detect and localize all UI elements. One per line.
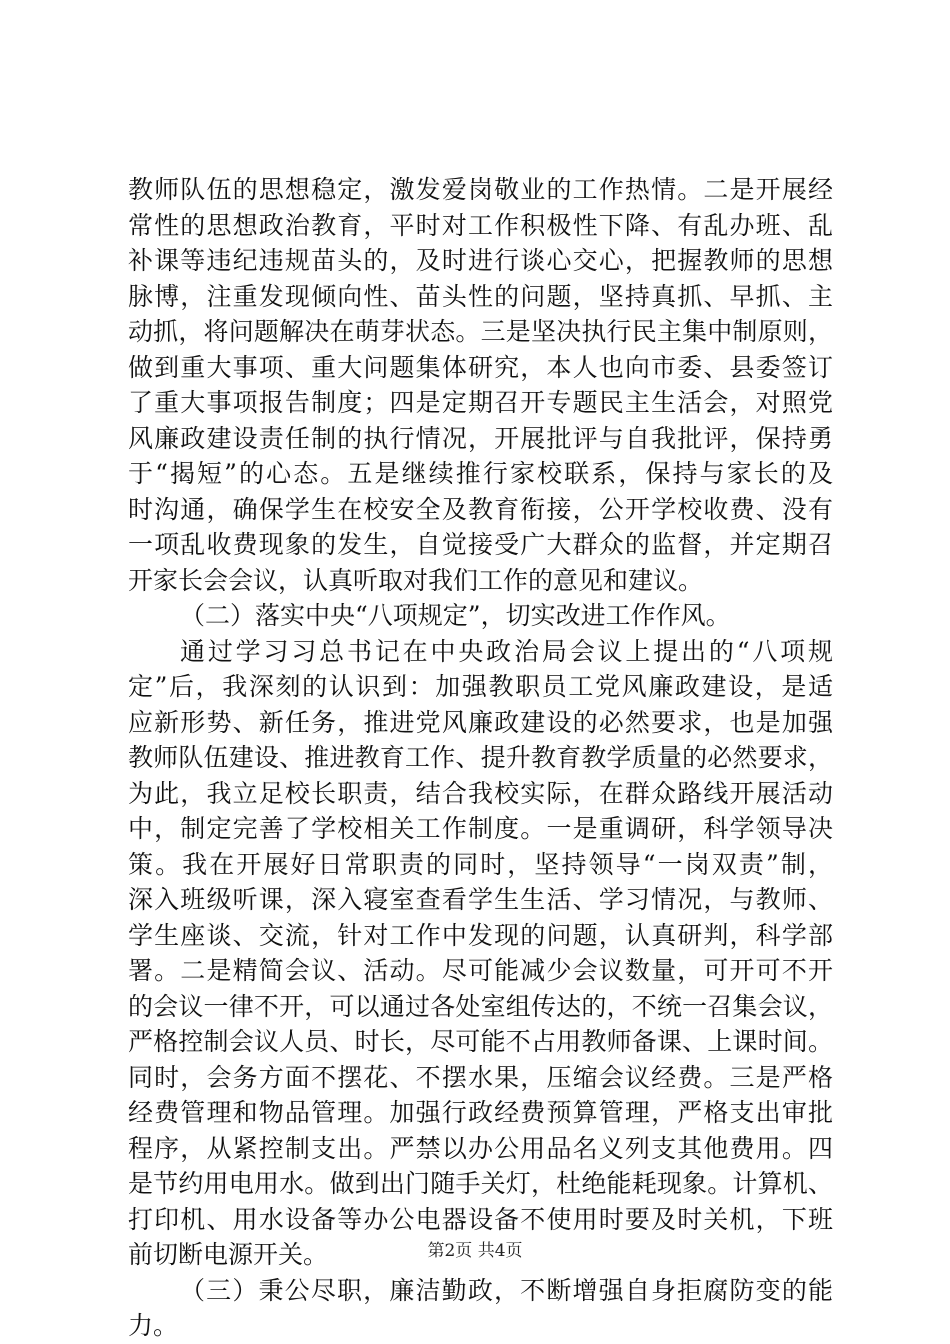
text-line: 署。二是精简会议、活动。尽可能减少会议数量，可开可不开	[128, 956, 833, 985]
text-line: 通过学习习总书记在中央政治局会议上提出的“八项规	[180, 636, 833, 666]
page-number-footer: 第2页 共4页	[427, 1241, 523, 1261]
text-line: 打印机、用水设备等办公电器设备不使用时要及时关机，下班	[128, 1204, 833, 1234]
text-line: 脉博，注重发现倾向性、苗头性的问题，坚持真抓、早抓、主	[128, 281, 833, 311]
text-line: 风廉政建设责任制的执行情况，开展批评与自我批评，保持勇	[128, 423, 833, 453]
text-line: 动抓，将问题解决在萌芽状态。三是坚决执行民主集中制原则，	[128, 317, 833, 346]
text-line: 补课等违纪违规苗头的，及时进行谈心交心，把握教师的思想	[128, 246, 833, 275]
text-line: 是节约用电用水。做到出门随手关灯，杜绝能耗现象。计算机、	[128, 1169, 833, 1198]
text-line: 时沟通，确保学生在校安全及教育衔接，公开学校收费、没有	[128, 494, 833, 524]
text-line: 力。	[128, 1311, 179, 1340]
text-line: 严格控制会议人员、时长，尽可能不占用教师备课、上课时间。	[128, 1027, 833, 1056]
text-line: 的会议一律不开，可以通过各处室组传达的，不统一召集会议，	[128, 991, 833, 1021]
text-line: 教师队伍的思想稳定，激发爱岗敬业的工作热情。二是开展经	[128, 175, 833, 204]
text-line: 策。我在开展好日常职责的同时，坚持领导“一岗双责”制，	[128, 849, 833, 879]
text-line: 常性的思想政治教育，平时对工作积极性下降、有乱办班、乱	[128, 210, 833, 240]
text-line: 开家长会会议，认真听取对我们工作的意见和建议。	[128, 565, 704, 595]
text-line: 为此，我立足校长职责，结合我校实际，在群众路线开展活动	[128, 778, 833, 808]
section-heading: （二）落实中央“八项规定”，切实改进工作作风。	[180, 601, 731, 630]
text-line: 经费管理和物品管理。加强行政经费预算管理，严格支出审批	[128, 1098, 833, 1127]
text-line: 教师队伍建设、推进教育工作、提升教育教学质量的必然要求，	[128, 743, 833, 772]
text-line: 应新形势、新任务，推进党风廉政建设的必然要求，也是加强	[128, 707, 833, 737]
text-line: 一项乱收费现象的发生，自觉接受广大群众的监督，并定期召	[128, 530, 833, 559]
document-body	[128, 172, 833, 1344]
text-line: 定”后，我深刻的认识到：加强教职员工党风廉政建设，是适	[128, 672, 833, 701]
text-line: 深入班级听课，深入寝室查看学生生活、学习情况，与教师、	[128, 885, 833, 914]
text-line: 于“揭短”的心态。五是继续推行家校联系，保持与家长的及	[128, 459, 833, 488]
text-line: 前切断电源开关。	[128, 1240, 329, 1269]
text-line: 学生座谈、交流，针对工作中发现的问题，认真研判，科学部	[128, 920, 833, 950]
text-line: 做到重大事项、重大问题集体研究，本人也向市委、县委签订	[128, 352, 833, 382]
text-line: 程序，从紧控制支出。严禁以办公用品名义列支其他费用。四	[128, 1133, 833, 1163]
text-line: 中，制定完善了学校相关工作制度。一是重调研，科学领导决	[128, 814, 833, 843]
text-line: 同时，会务方面不摆花、不摆水果，压缩会议经费。三是严格	[128, 1062, 833, 1092]
text-line: 了重大事项报告制度；四是定期召开专题民主生活会，对照党	[128, 388, 833, 417]
section-heading: （三）秉公尽职，廉洁勤政，不断增强自身拒腐防变的能	[180, 1275, 833, 1305]
